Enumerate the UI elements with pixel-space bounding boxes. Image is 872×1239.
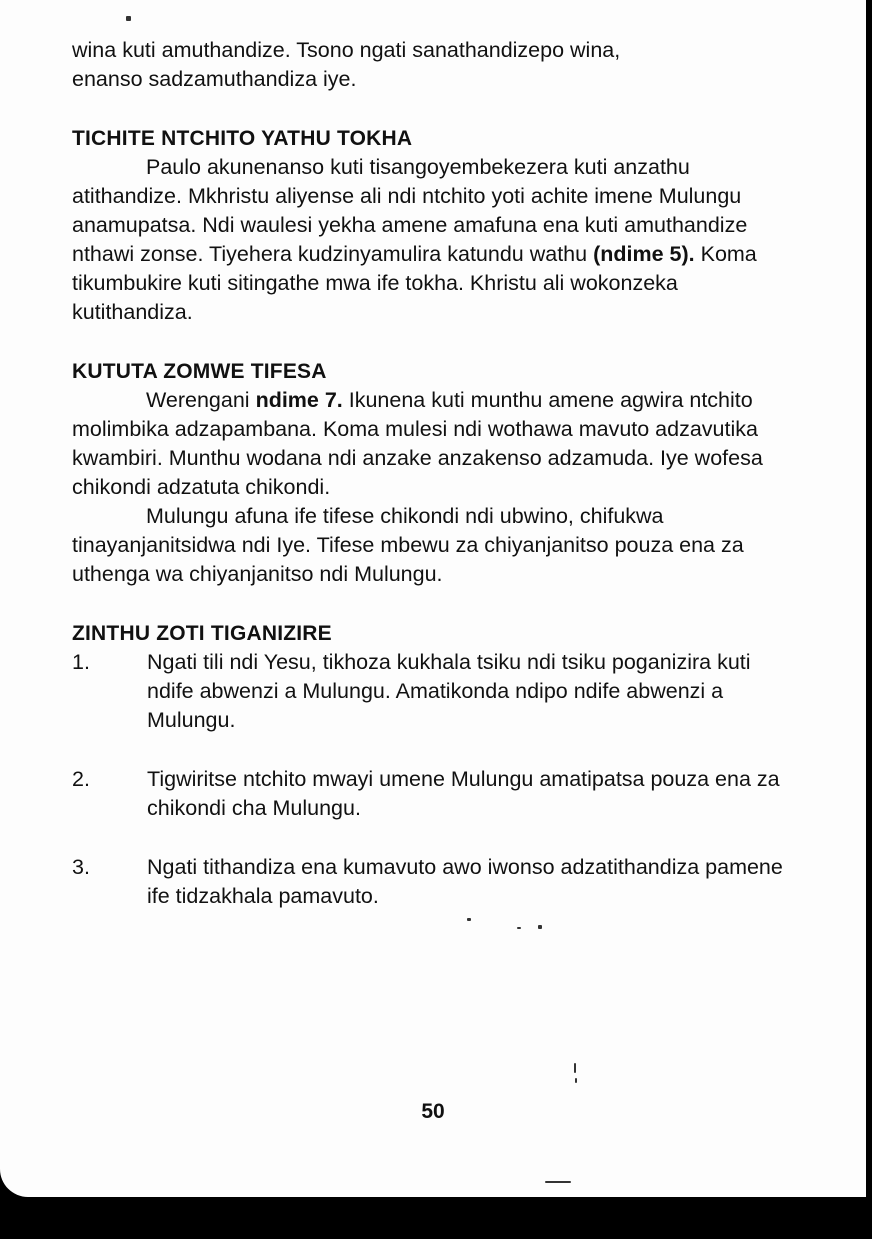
- list-item-number: 3.: [72, 855, 90, 879]
- scan-speck: [517, 927, 521, 929]
- section-harvest-text-b: Ikunena kuti munthu amene agwira ntchito molimbika adzapambana. Koma mulesi ndi wothawa mavuto adzavutika kwambiri. Munthu wodana ndi anzake anzakenso adzamuda. Iye wofesa chikondi adzatuta chikondi.: [72, 388, 763, 499]
- section-harvest-paragraph-1: [72, 386, 794, 502]
- scan-speck: [467, 918, 471, 921]
- intro-line-1: wina kuti amuthandize. Tsono ngati sanathandizepo wina,: [72, 38, 621, 62]
- section-harvest-text-a: Werengani: [146, 388, 256, 412]
- verse-reference-7: ndime 7.: [255, 388, 343, 412]
- section-heading-work: TICHITE NTCHITO YATHU TOKHA: [72, 127, 413, 150]
- section-harvest-paragraph-2: Mulungu afuna ife tifese chikondi ndi ubwino, chifukwa tinayanjanitsidwa ndi Iye. Tifese mbewu za chiyanjanitso pouza ena za uthenga wa chiyanjanitso ndi Mulungu.: [72, 504, 744, 586]
- verse-reference-5: (ndime 5).: [593, 242, 695, 266]
- page-content: [72, 36, 794, 941]
- intro-paragraph: [72, 36, 794, 94]
- list-item-text: Tigwiritse ntchito mwayi umene Mulungu amatipatsa pouza ena za chikondi cha Mulungu.: [147, 767, 780, 820]
- section-work-text-b: Koma tikumbukire kuti sitingathe mwa ife tokha. Khristu ali wokonzeka kutithandiza.: [72, 242, 757, 324]
- list-item-text: Ngati tithandiza ena kumavuto awo iwonso adzatithandiza pamene ife tidzakhala pamavuto.: [147, 855, 783, 908]
- section-heading-harvest: KUTUTA ZOMWE TIFESA: [72, 360, 327, 383]
- scan-speck: [575, 1078, 577, 1083]
- scan-border: [866, 0, 872, 1197]
- section-work-text-a: Paulo akunenanso kuti tisangoyembekezera kuti anzathu atithandize. Mkhristu aliyense ali ndi ntchito yoti achite imene Mulungu anamupatsa. Ndi waulesi yekha amene amafuna ena kuti amuthandize nthawi zonse. Tiyehera kudzinyamulira katundu wathu: [72, 155, 748, 266]
- scan-speck: [538, 925, 542, 929]
- page-number: 50: [421, 1100, 445, 1123]
- section-work-paragraph: [72, 153, 794, 327]
- scan-speck: [545, 1181, 571, 1183]
- list-item-number: 2.: [72, 767, 90, 791]
- scan-speck: [126, 16, 131, 21]
- reflection-list: [72, 648, 794, 911]
- list-item: [72, 765, 794, 823]
- intro-line-2: enanso sadzamuthandiza iye.: [72, 67, 357, 91]
- list-item: [72, 853, 794, 911]
- section-heading-reflect: ZINTHU ZOTI TIGANIZIRE: [72, 622, 332, 645]
- list-item-text: Ngati tili ndi Yesu, tikhoza kukhala tsiku ndi tsiku poganizira kuti ndife abwenzi a Mulungu. Amatikonda ndipo ndife abwenzi a Mulungu.: [147, 650, 751, 732]
- scan-speck: [574, 1063, 576, 1073]
- list-item: [72, 648, 794, 735]
- list-item-number: 1.: [72, 650, 90, 674]
